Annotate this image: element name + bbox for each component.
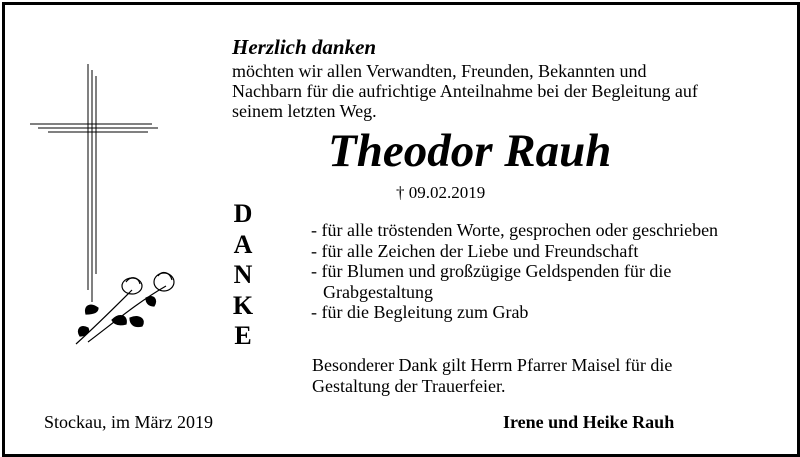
danke-letter: K (232, 290, 254, 320)
list-item: - für Blumen und großzügige Geldspenden für die (311, 261, 672, 281)
special-thanks-line: Besonderer Dank gilt Herrn Pfarrer Maisel für die (312, 355, 673, 375)
special-thanks (312, 355, 672, 396)
roses-icon (76, 273, 174, 344)
danke-letter: D (233, 199, 253, 228)
cross-icon (28, 62, 188, 362)
place-date: Stockau, im März 2019 (44, 412, 213, 432)
special-thanks-line: Gestaltung der Trauerfeier. (312, 375, 506, 396)
danke-vertical (226, 199, 260, 352)
signature: Irene und Heike Rauh (503, 412, 675, 432)
danke-letter: E (234, 321, 252, 350)
danke-letter: N (233, 260, 253, 289)
list-item: - für die Begleitung zum Grab (311, 302, 529, 322)
intro-line: Nachbarn für die aufrichtige Anteilnahme bei der Begleitung auf (232, 81, 698, 101)
list-item: - für alle tröstenden Worte, gesprochen oder geschrieben (311, 220, 719, 240)
thanks-list (311, 220, 718, 323)
list-item: - für alle Zeichen der Liebe und Freundschaft (311, 240, 639, 261)
deceased-name: Theodor Rauh (328, 125, 612, 177)
intro-text (232, 61, 777, 121)
danke-letter: A (233, 229, 253, 259)
intro-line: seinem letzten Weg. (232, 101, 377, 121)
intro-title: Herzlich danken (232, 35, 377, 59)
death-date: † 09.02.2019 (396, 183, 486, 202)
intro-line: möchten wir allen Verwandten, Freunden, Bekannten und (232, 61, 647, 81)
list-item-continuation: Grabgestaltung (323, 281, 433, 302)
